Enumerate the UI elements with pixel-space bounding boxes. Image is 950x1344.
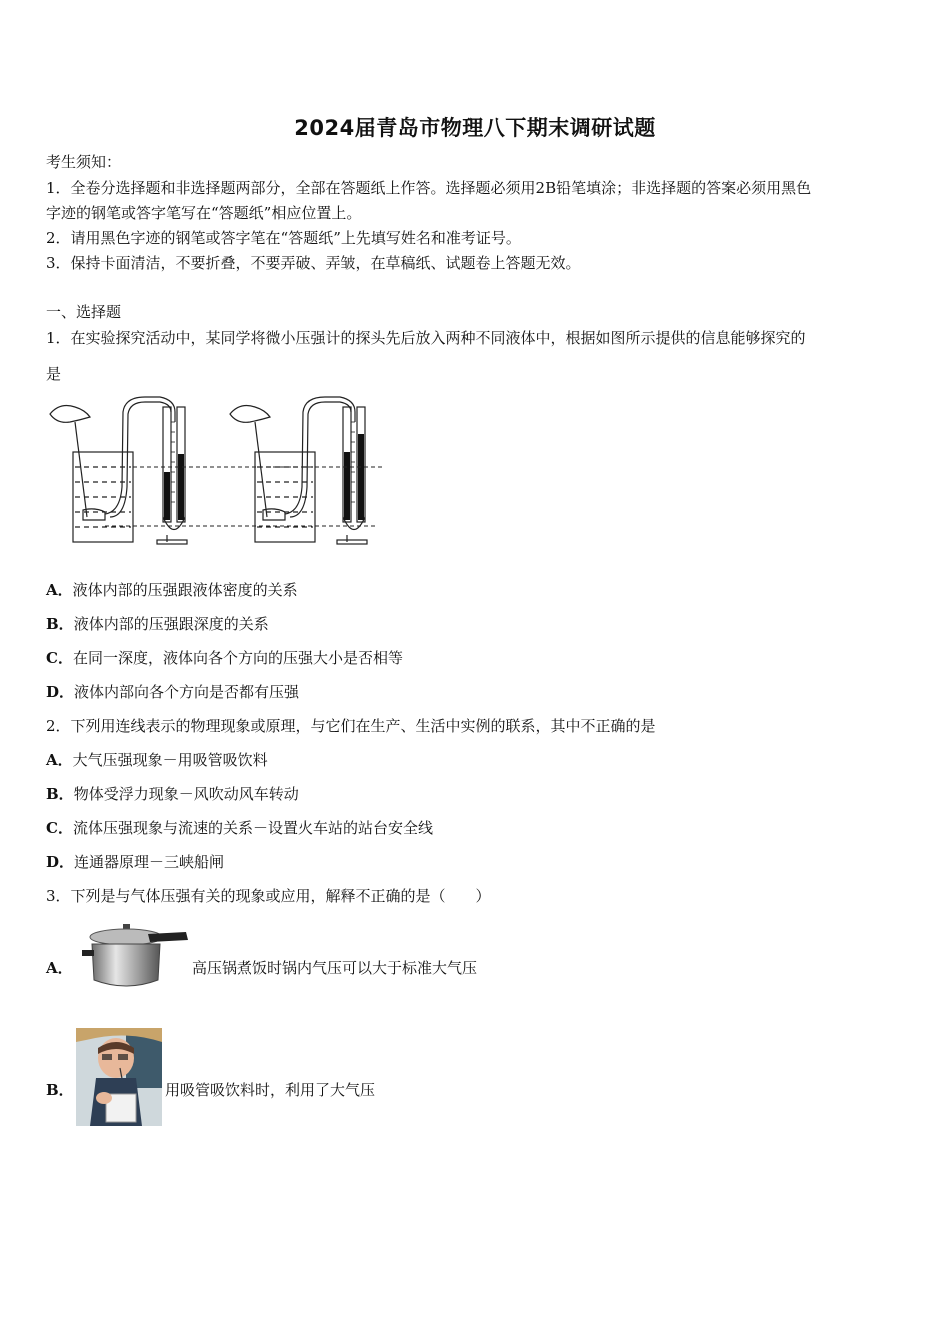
- q1-option-c: C．在同一深度，液体向各个方向的压强大小是否相等: [46, 649, 403, 667]
- question-3-stem: 3．下列是与气体压强有关的现象或应用，解释不正确的是（ ）: [46, 887, 491, 905]
- section-heading: 一、选择题: [46, 303, 122, 321]
- question-2-stem: 2．下列用连线表示的物理现象或原理，与它们在生产、生活中实例的联系，其中不正确的是: [46, 717, 656, 735]
- straw-drinking-image: [76, 1028, 162, 1126]
- pressure-gauge-figure: [45, 392, 395, 547]
- q3-option-a-text: 高压锅煮饭时锅内气压可以大于标准大气压: [192, 959, 478, 977]
- q1-option-d: D．液体内部向各个方向是否都有压强: [46, 683, 300, 701]
- question-1-stem: 1．在实验探究活动中，某同学将微小压强计的探头先后放入两种不同液体中，根据如图所示提供的信息能够探究的: [46, 329, 806, 347]
- notice-item: 字迹的钢笔或答字笔写在“答题纸”相应位置上。: [46, 204, 362, 222]
- q1-option-a: A．液体内部的压强跟液体密度的关系: [46, 581, 298, 599]
- q2-option-d: D．连通器原理－三峡船闸: [46, 853, 225, 871]
- notice-item: 1．全卷分选择题和非选择题两部分，全部在答题纸上作答。选择题必须用2B铅笔填涂；非选择题的答案必须用黑色: [46, 179, 812, 197]
- q3-option-b-text: 用吸管吸饮料时，利用了大气压: [165, 1081, 376, 1099]
- page-title: 2024届青岛市物理八下期末调研试题: [294, 116, 656, 140]
- q2-option-c: C．流体压强现象与流速的关系－设置火车站的站台安全线: [46, 819, 433, 837]
- notice-item: 3．保持卡面清洁，不要折叠，不要弄破、弄皱，在草稿纸、试题卷上答题无效。: [46, 254, 581, 272]
- q2-option-b: B．物体受浮力现象－风吹动风车转动: [46, 785, 299, 803]
- q3-option-a-label: A．: [46, 959, 73, 977]
- q1-option-b: B．液体内部的压强跟深度的关系: [46, 615, 269, 633]
- q2-option-a: A．大气压强现象－用吸管吸饮料: [46, 751, 268, 769]
- notice-item: 2．请用黑色字迹的钢笔或答字笔在“答题纸”上先填写姓名和准考证号。: [46, 229, 521, 247]
- notice-heading: 考生须知：: [46, 153, 122, 171]
- q3-option-b-label: B．: [46, 1081, 74, 1099]
- pressure-cooker-image: [78, 920, 190, 992]
- question-1-stem-cont: 是: [46, 365, 62, 383]
